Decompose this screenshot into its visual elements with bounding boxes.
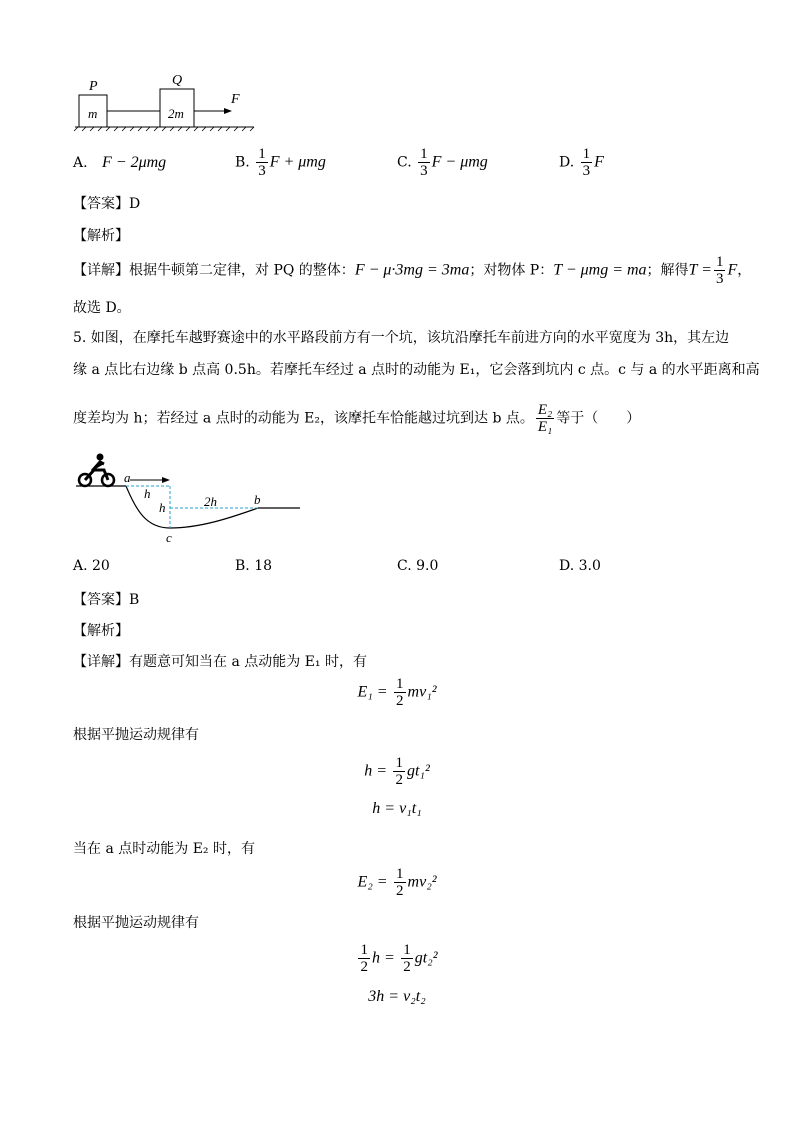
label-a: a [124,470,131,485]
q5-detail-1 [73,651,367,671]
fraction-one-third [581,146,593,179]
q5-stem-line-2: 缘 a 点比右边缘 b 点高 0.5h。若摩托车经过 a 点时的动能为 E₁，它会落到坑内 c 点。c 与 a 的水平距离和高 [73,362,760,378]
label-b: b [254,492,261,507]
equation-e1 [0,676,794,709]
fraction-half [393,755,405,788]
blocks-diagram [72,68,262,132]
q5-stem-line-3 [73,402,640,435]
option-letter: C. [397,154,412,171]
q4-answer [73,193,140,213]
frac-num: 1 [360,942,368,958]
option-letter: A. [73,155,88,171]
option-expr: F [594,153,604,171]
eq-right: gt₁² [406,762,430,780]
label-h-top: h [144,486,151,501]
q4-analysis-tag: 【解析】 [73,228,129,244]
equation: F − μ·3mg = 3ma [354,261,470,279]
label-c: c [166,530,172,545]
equation: T − μmg = ma [553,261,647,279]
frac-num: 1 [582,146,591,162]
eq-right: gt₂² [414,949,438,967]
frac-num: 1 [258,146,266,162]
equation: T = [688,261,712,279]
answer-value: B [129,592,140,608]
frac-den: 3 [715,271,724,287]
equation-h-vt1: h = v₁t₁ [372,800,422,817]
ground-hatch [74,127,254,131]
equation: F [727,261,738,279]
q5-text-4: 根据平抛运动规律有 [73,915,199,931]
mass-p: m [88,106,98,121]
detail-tag: 【详解】 [73,262,129,279]
pit-diagram [70,450,310,550]
equation-h-gt1 [0,755,794,788]
frac-num: E₂ [537,402,553,418]
answer-value: D [129,196,141,212]
frac-den: 3 [582,163,591,179]
option-expr: F − μmg [431,153,488,171]
frac-num: 1 [715,254,724,270]
fraction-half [401,942,413,975]
option-expr: F + μmg [269,153,326,171]
equation-3h: 3h = v₂t₂ [368,988,426,1005]
frac-den: 3 [258,163,266,179]
eq-left: E₁ = [357,683,388,701]
eq-right: mv₂² [407,873,437,891]
fraction-half [394,676,406,709]
frac-den: 2 [360,959,368,975]
detail-text: ；对物体 P： [469,262,554,279]
frac-den: 2 [403,959,411,975]
detail-tag: 【详解】 [73,654,129,670]
q5-option-b: B. 18 [235,558,273,574]
motorcycle-icon [79,454,114,487]
label-q: Q [172,73,183,88]
q5-stem-line-1: 5. 如图，在摩托车越野赛途中的水平路段前方有一个坑，该坑沿摩托车前进方向的水平宽度为 3h，其左边 [73,330,730,346]
answer-tag: 【答案】 [73,592,129,608]
q5-analysis-tag: 【解析】 [73,623,129,639]
q5-text-2: 根据平抛运动规律有 [73,727,199,743]
eq-left: h = [364,762,388,780]
option-a [73,154,166,172]
option-d [559,146,604,179]
frac-num: 1 [420,146,428,162]
option-expr: F − 2μmg [102,154,167,171]
stem-text: 等于（ ） [556,410,641,427]
frac-den: 3 [420,163,428,179]
fraction-half [358,942,370,975]
label-h-side: h [159,500,166,515]
detail-text: ， [737,262,752,279]
equation-e2 [0,866,794,899]
frac-num: 1 [395,755,403,771]
frac-num: 1 [403,942,411,958]
frac-num: 1 [396,676,404,692]
eq-left: h = [371,949,395,967]
frac-den: 2 [395,772,403,788]
frac-num: 1 [396,866,404,882]
fraction-one-third [714,254,726,287]
q4-conclusion: 故选 D。 [73,300,131,316]
label-2h: 2h [204,494,217,509]
mass-q: 2m [168,106,184,121]
q5-text-3: 当在 a 点时动能为 E₂ 时，有 [73,841,255,857]
fraction-one-third [418,146,430,179]
option-c [397,146,488,179]
arrow-head [224,108,232,114]
q5-option-c: C. 9.0 [397,558,439,574]
option-letter: D. [559,154,575,171]
frac-den: 2 [396,883,404,899]
arrow-head [162,477,170,483]
option-letter: B. [235,154,250,171]
fraction-one-third [256,146,268,179]
frac-den: E₁ [537,419,553,435]
option-b [235,146,326,179]
q5-option-a: A. 20 [73,558,110,574]
answer-tag: 【答案】 [73,196,129,212]
detail-text: ；解得 [646,262,689,279]
equation-half-h [0,942,794,975]
detail-text: 有题意可知当在 a 点动能为 E₁ 时，有 [129,654,367,670]
eq-left: E₂ = [357,873,388,891]
detail-text: 根据牛顿第二定律，对 PQ 的整体： [129,262,355,279]
fraction-half [394,866,406,899]
q5-answer [73,589,139,609]
q4-detail [73,254,751,287]
label-p: P [89,79,98,94]
stem-text: 度差均为 h；若经过 a 点时的动能为 E₂，该摩托车恰能越过坑到达 b 点。 [73,410,534,427]
eq-right: mv₁² [407,683,437,701]
label-force: F [231,92,240,107]
q5-option-d: D. 3.0 [559,558,601,574]
fraction-e2-e1 [536,402,554,435]
frac-den: 2 [396,693,404,709]
